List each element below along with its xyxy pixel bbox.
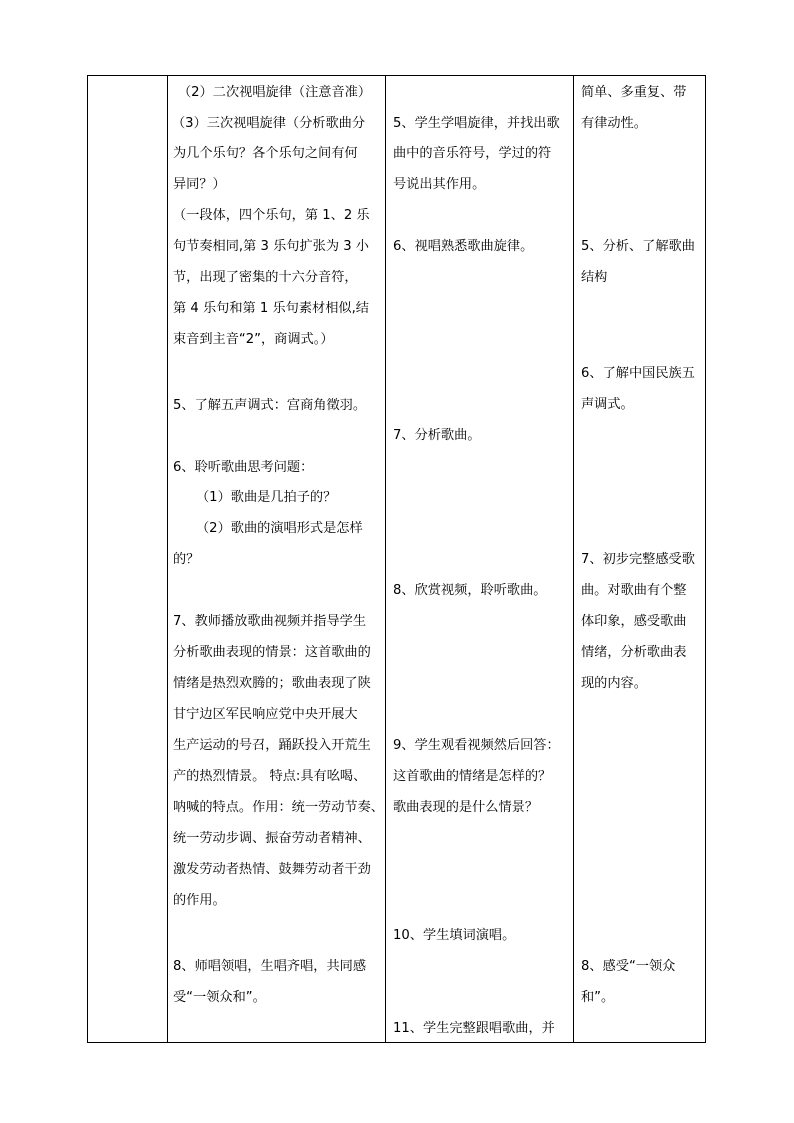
- text-line: 6、视唱熟悉歌曲旋律。: [393, 239, 534, 254]
- text-line: 8、师唱领唱，生唱齐唱，共同感: [173, 959, 367, 974]
- text-line: （2）二次视唱旋律（注意音准）: [178, 85, 372, 100]
- text-line: 生产运动的号召，踊跃投入开荒生: [173, 738, 371, 753]
- text-line: 声调式。: [581, 397, 634, 412]
- stage-cell: [88, 76, 167, 1042]
- text-line: 现的内容。: [581, 676, 647, 691]
- text-line: 第 4 乐句和第 1 乐句素材相似,结: [173, 301, 369, 316]
- design-intent-cell: [574, 76, 705, 1042]
- text-line: 7、教师播放歌曲视频并指导学生: [173, 614, 367, 629]
- text-line: （一段体，四个乐句，第 1、2 乐: [173, 208, 370, 223]
- text-line: 6、了解中国民族五: [581, 366, 695, 381]
- text-line: 呐喊的特点。作用：统一劳动节奏、: [173, 800, 384, 815]
- text-line: 为几个乐句？各个乐句之间有何: [173, 146, 358, 161]
- text-line: 结构: [581, 270, 608, 285]
- text-line: 10、学生填词演唱。: [393, 928, 516, 943]
- text-line: 5、了解五声调式：宫商角徵羽。: [173, 398, 367, 413]
- text-line: 曲。对歌曲有个整: [581, 583, 687, 598]
- student-activity-cell: [386, 76, 573, 1042]
- text-line: 和”。: [581, 990, 615, 1005]
- text-line: （2）歌曲的演唱形式是怎样: [196, 521, 363, 536]
- text-line: 5、分析、了解歌曲: [581, 239, 695, 254]
- teacher-activity-cell: [168, 76, 385, 1042]
- text-line: 8、感受“一领众: [581, 959, 676, 974]
- text-line: 甘宁边区军民响应党中央开展大: [173, 707, 358, 722]
- text-line: 节，出现了密集的十六分音符，: [173, 270, 358, 285]
- text-line: 7、分析歌曲。: [393, 428, 481, 443]
- text-line: 情绪，分析歌曲表: [581, 645, 687, 660]
- text-line: 束音到主音“2”，商调式。）: [173, 332, 334, 347]
- text-line: 分析歌曲表现的情景：这首歌曲的: [173, 645, 371, 660]
- text-line: 号说出其作用。: [393, 177, 486, 192]
- text-line: 异同？）: [173, 177, 226, 192]
- text-line: 8、欣赏视频，聆听歌曲。: [393, 583, 547, 598]
- text-line: 这首歌曲的情绪是怎样的？: [393, 769, 552, 784]
- text-line: 句节奏相同,第 3 乐句扩张为 3 小: [173, 239, 369, 254]
- text-line: 简单、多重复、带: [581, 85, 687, 100]
- text-line: 受“一领众和”。: [173, 990, 266, 1005]
- text-line: （3）三次视唱旋律（分析歌曲分: [172, 116, 366, 131]
- text-line: 歌曲表现的是什么情景？: [393, 800, 539, 815]
- text-line: 情绪是热烈欢腾的；歌曲表现了陕: [173, 676, 371, 691]
- text-line: 统一劳动步调、振奋劳动者精神、: [173, 831, 371, 846]
- text-line: 7、初步完整感受歌: [581, 552, 695, 567]
- text-line: 6、聆听歌曲思考问题：: [173, 460, 314, 475]
- text-line: 体印象，感受歌曲: [581, 614, 687, 629]
- text-line: （1）歌曲是几拍子的？: [196, 490, 337, 505]
- text-line: 的？: [173, 552, 200, 567]
- text-line: 激发劳动者热情、鼓舞劳动者干劲: [173, 862, 371, 877]
- text-line: 的作用。: [173, 893, 226, 908]
- text-line: 11、学生完整跟唱歌曲，并: [393, 1021, 555, 1036]
- text-line: 曲中的音乐符号，学过的符: [393, 146, 552, 161]
- text-line: 产的热烈情景。 特点:具有吆喝、: [173, 769, 367, 784]
- text-line: 5、学生学唱旋律，并找出歌: [393, 116, 560, 131]
- lesson-table: [87, 75, 706, 1043]
- text-line: 有律动性。: [581, 116, 647, 131]
- text-line: 9、学生观看视频然后回答：: [393, 738, 560, 753]
